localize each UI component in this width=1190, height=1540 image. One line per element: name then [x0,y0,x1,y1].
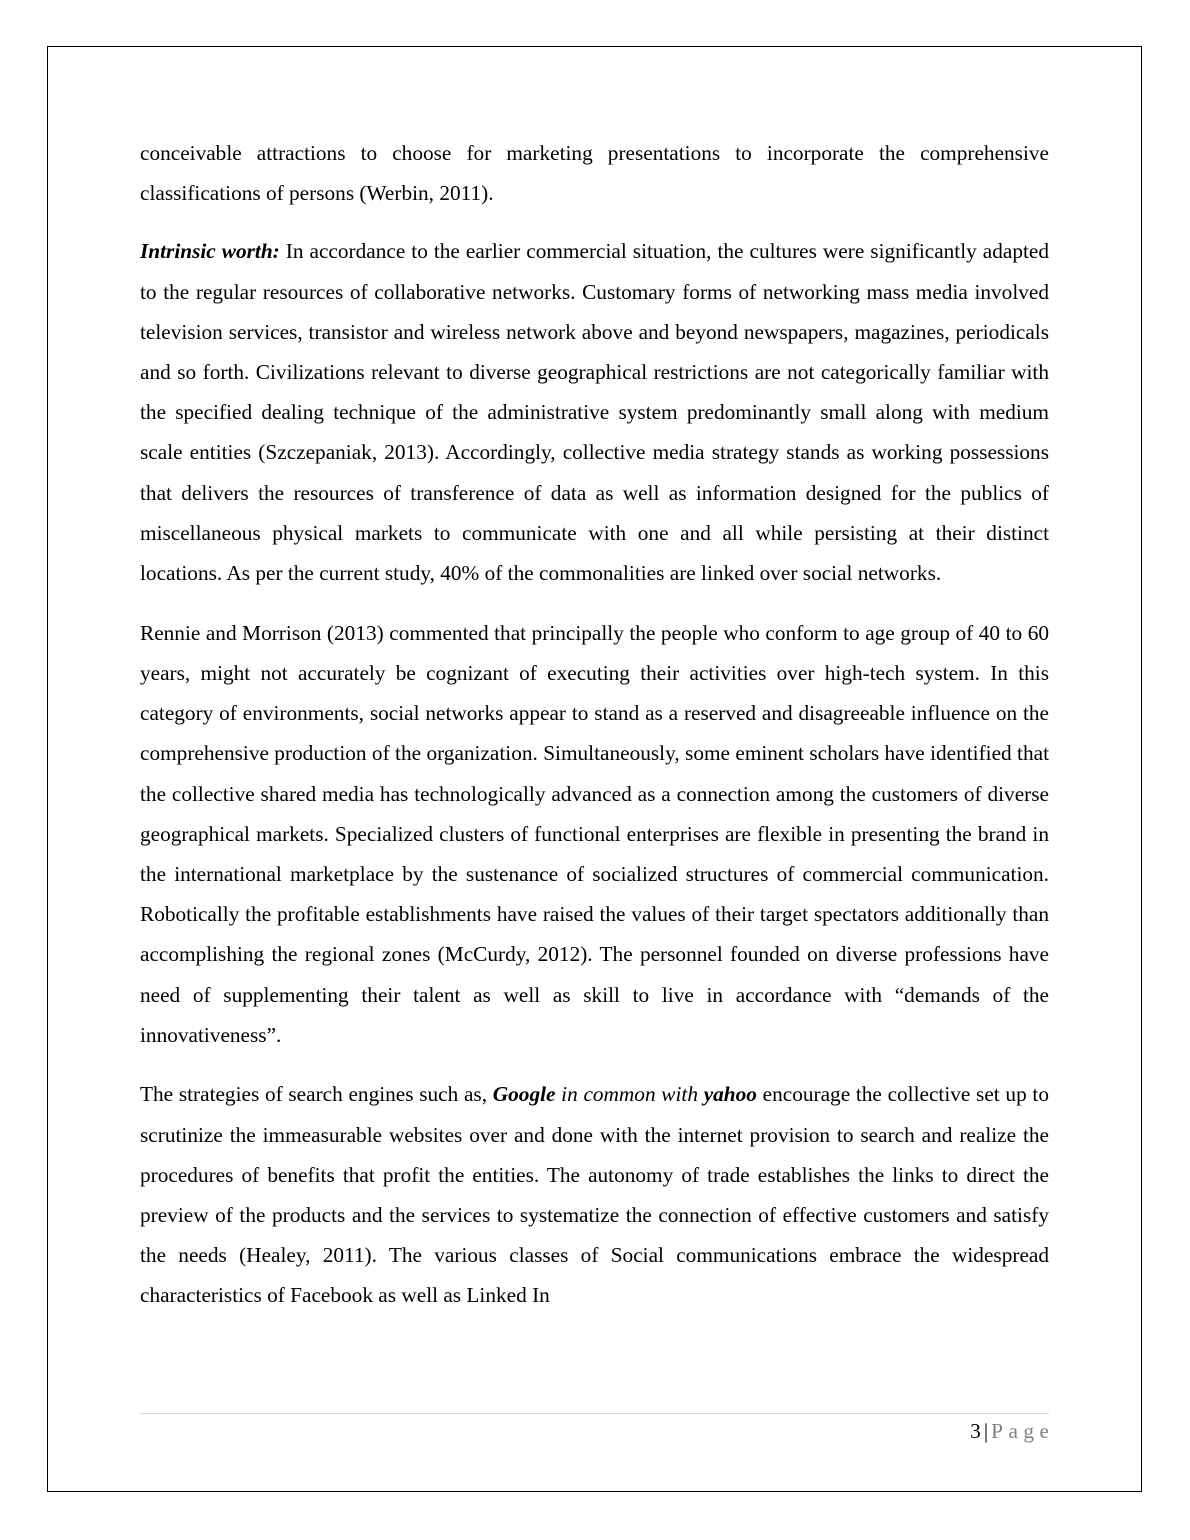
document-body [140,133,1049,1335]
page-footer [970,1417,1055,1445]
paragraph-4-connector: in common with [555,1082,704,1107]
paragraph-4 [140,1074,1049,1315]
paragraph-2 [140,231,1049,593]
footer-divider [140,1413,1049,1414]
paragraph-4-text: encourage the collective set up to scrutinize the immeasurable websites over and done with the internet provision to search and realize the procedures of benefits that profit the entities. The autonomy of trade establishes the links to direct the preview of the products and the services to systematize the connection of effective customers and satisfy the needs (Healey, 2011). The various classes of Social communications embrace the widespread characteristics of Facebook as well as Linked In [140,1082,1049,1308]
paragraph-1-text: conceivable attractions to choose for marketing presentations to incorporate the comprehensive classifications of persons (Werbin, 2011). [140,141,1049,206]
brand-yahoo: yahoo [703,1082,757,1107]
paragraph-3 [140,613,1049,1055]
paragraph-3-text: Rennie and Morrison (2013) commented that principally the people who conform to age group of 40 to 60 years, might not accurately be cognizant of executing their activities over high-tech system. In this category of environments, social networks appear to stand as a reserved and disagreeable influence on the comprehensive production of the organization. Simultaneously, some eminent scholars have identified that the collective shared media has technologically advanced as a connection among the customers of diverse geographical markets. Specialized clusters of functional enterprises are flexible in presenting the brand in the international marketplace by the sustenance of socialized structures of commercial communication. Robotically the profitable establishments have raised the values of their target spectators additionally than accomplishing the regional zones (McCurdy, 2012). The personnel founded on diverse professions have need of supplementing their talent as well as skill to live in accordance with “demands of the innovativeness”. [140,620,1049,1047]
paragraph-1 [140,133,1049,213]
page-number: 3 [970,1419,981,1443]
paragraph-2-text: In accordance to the earlier commercial situation, the cultures were significantly adapted to the regular resources of collaborative networks. Customary forms of networking mass media involved television services, transistor and wireless network above and beyond newspapers, magazines, periodicals and so forth. Civilizations relevant to diverse geographical restrictions are not categorically familiar with the specified dealing technique of the administrative system predominantly small along with medium scale entities (Szczepaniak, 2013). Accordingly, collective media strategy stands as working possessions that delivers the resources of transference of data as well as information designed for the publics of miscellaneous physical markets to communicate with one and all while persisting at their distinct locations. As per the current study, 40% of the commonalities are linked over social networks. [140,239,1050,586]
page-label: Page [991,1419,1055,1443]
paragraph-4-intro: The strategies of search engines such as, [140,1082,493,1107]
brand-google: Google [492,1082,556,1107]
paragraph-2-heading: Intrinsic worth: [140,239,280,264]
footer-separator: | [983,1419,989,1443]
